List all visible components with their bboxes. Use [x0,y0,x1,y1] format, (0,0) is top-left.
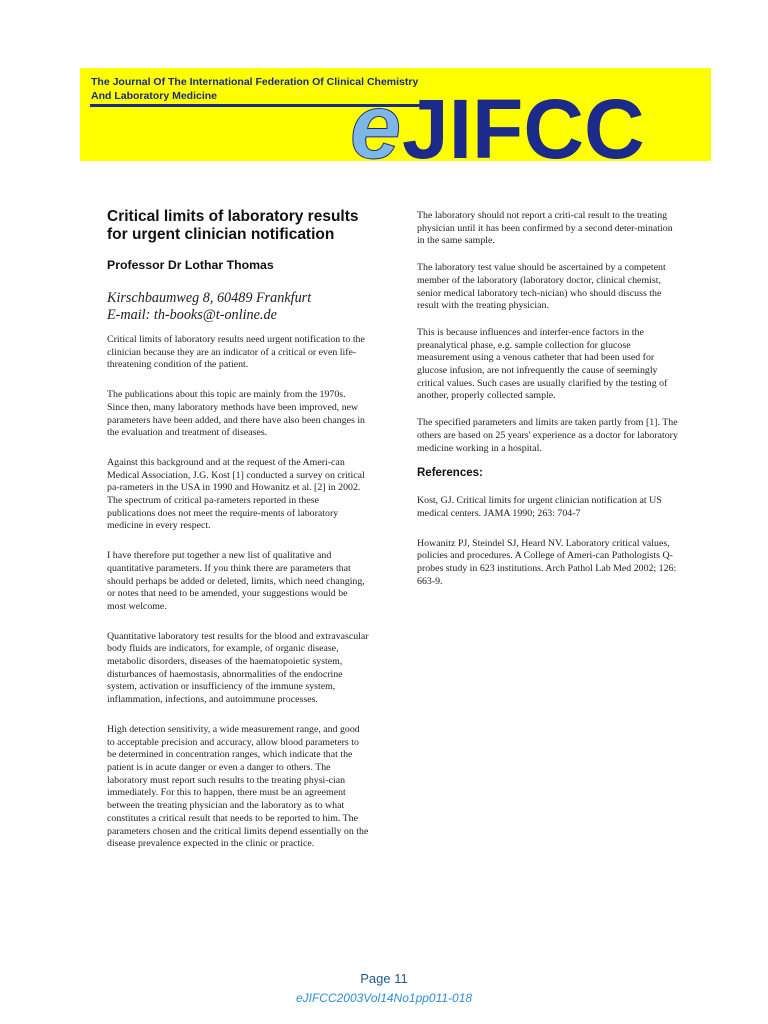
body-paragraph: The laboratory should not report a criti-cal result to the treating physician until it has been confirmed by a second deter-mination in the same sample. [417,210,673,247]
ejifcc-logo [350,80,710,161]
author-address: Kirschbaumweg 8, 60489 Frankfurt [107,290,312,306]
reference-item: Howanitz PJ, Steindel SJ, Heard NV. Laboratory critical values, policies and procedures. A College of Ameri-can Pathologists Q-probes study in 623 institutions. Arch Pathol Lab Med 2002; 126: 663-9. [417,537,677,587]
body-paragraph: High detection sensitivity, a wide measurement range, and good to acceptable precision and accuracy, allow blood parameters to be determined in concentration ranges, which indicate that the patient is in acute danger or even a danger to others. The laboratory must report such results to the treating physi-cian immediately. For this to happen, there must be an agreement between the treating physician and the laboratory as to what constitutes a critical result that needs to be reported to him. The parameters chosen and the critical limits depend essentially on the disease prevalence expected in the clinic or practice. [107,723,369,850]
journal-name-line-1: The Journal Of The International Federation Of Clinical Chemistry [91,76,419,88]
article-title: Critical limits of laboratory results for urgent clinician notification [107,208,359,243]
body-paragraph: This is because influences and interfer-ence factors in the preanalytical phase, e.g. sample collection for glucose measurement using a venous catheter that had been used for glucose infusion, are not infrequently the cause of seemingly critical values. Such cases are usually clarified by the testing of another, properly collected sample. [417,326,668,402]
right-column [417,210,681,588]
body-paragraph: The publications about this topic are mainly from the 1970s. Since then, many laboratory methods have been improved, new parameters have been added, and there have also been changes in the evaluation and treatment of diseases. [107,389,365,439]
body-paragraph: Quantitative laboratory test results for the blood and extravascular body fluids are indicators, for example, of organic disease, metabolic disorders, diseases of the haematopoietic system, disturbances of haemostasis, abnormalities of the endocrine system, activation or insufficiency of the immune system, inflammation, infections, and autoimmune processes. [107,630,369,706]
body-paragraph: Against this background and at the request of the Ameri-can Medical Association, J.G. Kost [1] conducted a survey on critical pa-rameters in the USA in 1990 and Howanitz et al. [2] in 2002. The spectrum of critical pa-rameters reported in these publications does not meet the require-ments of laboratory medicine in every respect. [107,456,365,532]
page-number: Page 11 [360,971,408,986]
logo-letter-e: e [350,80,402,161]
body-paragraph: The specified parameters and limits are taken partly from [1]. The others are based on 25 years' experience as a doctor for laboratory medicine working in a hospital. [417,417,678,454]
citation-line: eJIFCC2003Vol14No1pp011-018 [295,991,473,1005]
body-paragraph: The laboratory test value should be ascertained by a competent member of the laboratory (laboratory doctor, clinical chemist, senior medical laboratory tech-nician) who should discuss the result with the treating physician. [417,262,666,312]
references-heading: References: [417,467,483,480]
author-email: E-mail: th-books@t-online.de [107,307,277,323]
body-paragraph: Critical limits of laboratory results need urgent notification to the clinician because they are an indicator of a critical or even life-threatening condition of the patient. [107,334,365,371]
journal-banner [80,68,711,161]
journal-name-line-2: And Laboratory Medicine [91,90,218,102]
reference-item: Kost, GJ. Critical limits for urgent clinician notification at US medical centers. JAMA 1990; 263: 704-7 [417,495,662,519]
logo-wordmark: JIFCC [402,82,645,161]
author-name: Professor Dr Lothar Thomas [107,258,274,272]
body-paragraph: I have therefore put together a new list of qualitative and quantitative parameters. If you think there are parameters that should perhaps be added or deleted, limits, which need changing, or notes that need to be amended, your suggestions would be most welcome. [107,550,365,612]
left-column [107,208,369,851]
